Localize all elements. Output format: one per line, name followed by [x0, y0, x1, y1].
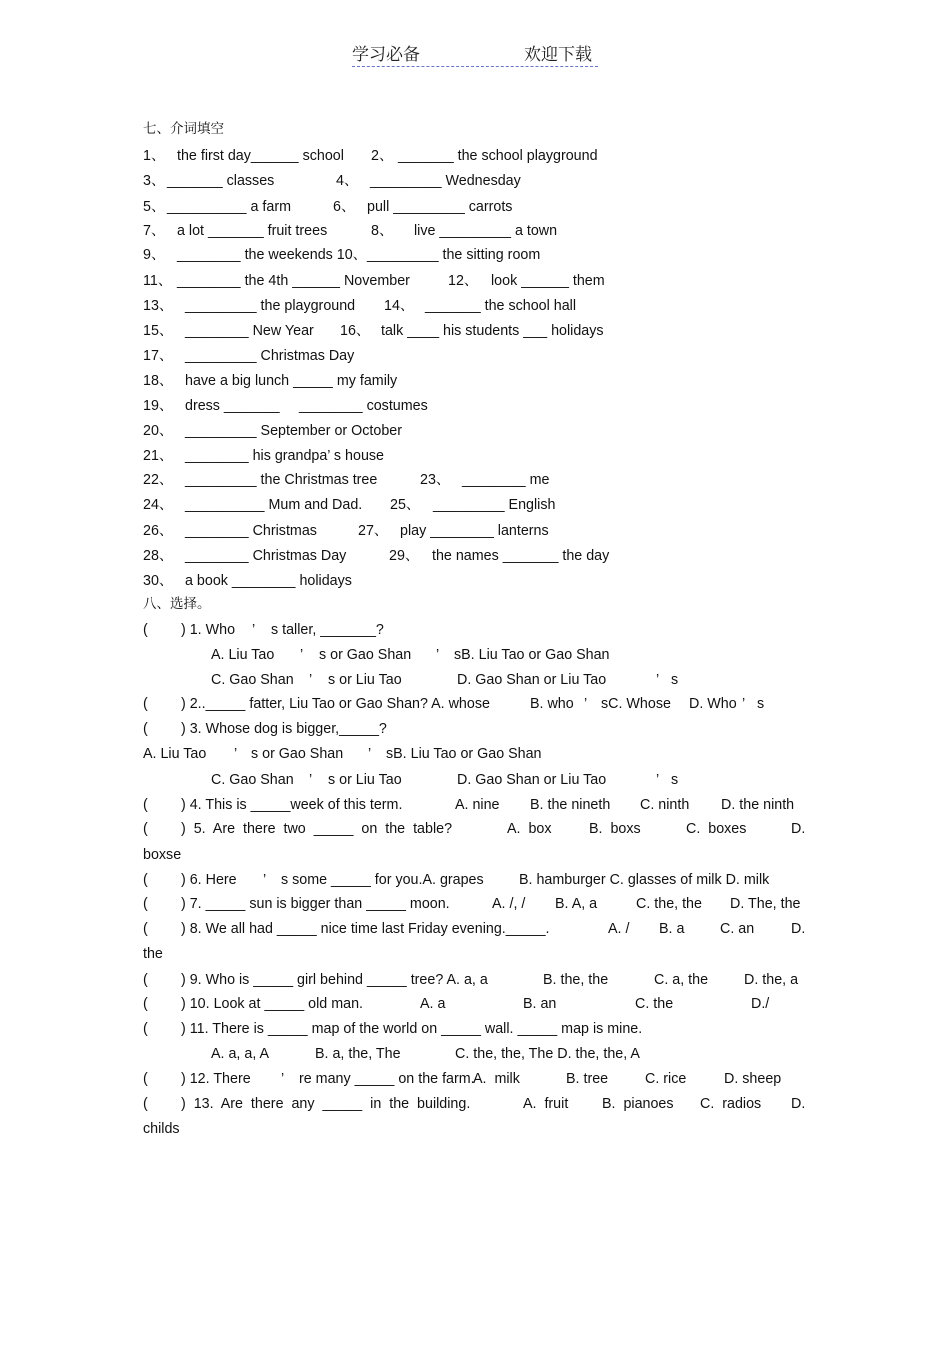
header-right-text: 欢迎下载 [524, 45, 592, 65]
fill-blank-text: ________ me [462, 472, 550, 488]
choice-question-text: D. sheep [724, 1071, 782, 1087]
choice-question-text: ’ [281, 1071, 285, 1087]
choice-question-text: A. fruit [523, 1096, 569, 1112]
fill-blank-text: have a big lunch _____ my family [185, 373, 398, 389]
fill-blank-text: the names _______ the day [432, 548, 610, 564]
choice-question-text: B. boxs [589, 821, 641, 837]
choice-question-text: D. The, the [730, 896, 801, 912]
choice-question-text: C. radios [700, 1096, 762, 1112]
fill-blank-text: 15、 [143, 323, 174, 339]
choice-question-text: D./ [751, 996, 770, 1012]
choice-question-text: B. A, a [555, 896, 598, 912]
choice-question-text: C. ninth [640, 797, 690, 813]
choice-question-text: A. /, / [492, 896, 526, 912]
choice-question-text: D. the, a [744, 972, 799, 988]
choice-question-text: ) 9. Who is _____ girl behind _____ tree? A. a, a [181, 972, 488, 988]
choice-question-text: ( [143, 921, 148, 937]
choice-question-text: D. [791, 921, 806, 937]
choice-question-text: ( [143, 896, 148, 912]
choice-question-text: sB. Liu Tao or Gao Shan [454, 647, 610, 663]
choice-question-text: ( [143, 622, 148, 638]
choice-question-text: C. boxes [686, 821, 747, 837]
choice-question-text: ) 3. Whose dog is bigger,_____? [181, 721, 387, 737]
fill-blank-text: live _________ a town [414, 223, 558, 239]
choice-question-text: ’ [656, 772, 660, 788]
fill-blank-text: 30、 [143, 573, 174, 589]
fill-blank-text: 12、 [448, 273, 479, 289]
fill-blank-text: ________ New Year [185, 323, 314, 339]
choice-question-text: C. Gao Shan [211, 772, 294, 788]
fill-blank-text: ________ costumes [299, 398, 428, 414]
fill-blank-text: 3、 [143, 173, 166, 189]
page-header [352, 40, 598, 67]
fill-blank-text: talk ____ his students ___ holidays [381, 323, 604, 339]
choice-question-text: D. Gao Shan or Liu Tao [457, 672, 607, 688]
choice-question-text: ( [143, 996, 148, 1012]
fill-blank-text: 2、 [371, 148, 394, 164]
fill-blank-text: 18、 [143, 373, 174, 389]
choice-question-text: ( [143, 696, 148, 712]
fill-blank-text: 28、 [143, 548, 174, 564]
fill-blank-text: ________ the weekends 10、_________ the sitting room [177, 247, 541, 263]
fill-blank-text: 20、 [143, 423, 174, 439]
fill-blank-text: 6、 [333, 199, 356, 215]
fill-blank-text: _______ the school playground [398, 148, 598, 164]
choice-question-text: C. rice [645, 1071, 687, 1087]
choice-question-text: A. a [420, 996, 446, 1012]
choice-question-text: boxse [143, 847, 182, 863]
choice-question-text: A. milk [473, 1071, 520, 1087]
choice-question-text: D. the ninth [721, 797, 795, 813]
choice-question-text: ’ [309, 672, 313, 688]
choice-question-text: the [143, 946, 163, 962]
choice-question-text: s [757, 696, 765, 712]
choice-question-text: s taller, _______? [271, 622, 384, 638]
choice-question-text: ( [143, 1096, 148, 1112]
choice-question-text: s or Gao Shan [319, 647, 412, 663]
choice-question-text: B. a, the, The [315, 1046, 401, 1062]
fill-blank-text: dress _______ [185, 398, 280, 414]
choice-question-text: ) 6. Here [181, 872, 237, 888]
fill-blank-text: 八、选择。 [143, 596, 211, 612]
fill-blank-text: 4、 [336, 173, 359, 189]
choice-question-text: C. the, the [636, 896, 702, 912]
fill-blank-text: _______ the school hall [425, 298, 577, 314]
choice-question-text: sB. Liu Tao or Gao Shan [386, 746, 542, 762]
fill-blank-text: ________ his grandpa’ s house [185, 448, 384, 464]
choice-question-text: childs [143, 1121, 180, 1137]
choice-question-text: ( [143, 972, 148, 988]
choice-question-text: ) 12. There [181, 1071, 251, 1087]
fill-blank-text: _________ English [433, 497, 556, 513]
choice-question-text: ’ [436, 647, 440, 663]
choice-question-text: ’ [584, 696, 588, 712]
choice-question-text: ) 7. _____ sun is bigger than _____ moon. [181, 896, 450, 912]
fill-blank-text: 1、 [143, 148, 166, 164]
choice-question-text: D. Gao Shan or Liu Tao [457, 772, 607, 788]
fill-blank-text: __________ a farm [167, 199, 292, 215]
fill-blank-text: play ________ lanterns [400, 523, 549, 539]
fill-blank-text: _________ the playground [185, 298, 356, 314]
choice-question-text: re many _____ on the farm. [299, 1071, 475, 1087]
fill-blank-text: 25、 [390, 497, 421, 513]
fill-blank-text: _________ Christmas Day [185, 348, 355, 364]
choice-question-text: ’ [368, 746, 372, 762]
fill-blank-text: _________ September or October [185, 423, 402, 439]
fill-blank-text: ________ the 4th ______ November [177, 273, 410, 289]
choice-question-text: ( [143, 1071, 148, 1087]
choice-question-text: D. Who [689, 696, 737, 712]
choice-question-text: ) 13. Are there any _____ in the building. [181, 1096, 471, 1112]
choice-question-text: ) 5. Are there two _____ on the table? [181, 821, 453, 837]
choice-question-text: ( [143, 721, 148, 737]
choice-question-text: ) 10. Look at _____ old man. [181, 996, 364, 1012]
choice-question-text: s [671, 772, 679, 788]
choice-question-text: s [671, 672, 679, 688]
choice-question-text: ) 11. There is _____ map of the world on _____ wall. _____ map is mine. [181, 1021, 643, 1037]
fill-blank-text: 21、 [143, 448, 174, 464]
fill-blank-text: ________ Christmas [185, 523, 317, 539]
choice-question-text: ( [143, 1021, 148, 1037]
header-left-text: 学习必备 [352, 45, 420, 65]
choice-question-text: C. a, the [654, 972, 709, 988]
choice-question-text: ( [143, 872, 148, 888]
choice-question-text: ’ [252, 622, 256, 638]
choice-question-text: B. the, the [543, 972, 609, 988]
fill-blank-text: 22、 [143, 472, 174, 488]
choice-question-text: C. the [635, 996, 674, 1012]
fill-blank-text: a lot _______ fruit trees [177, 223, 328, 239]
choice-question-text: A. Liu Tao [211, 647, 275, 663]
choice-question-text: A. box [507, 821, 552, 837]
choice-question-text: B. hamburger C. glasses of milk D. milk [519, 872, 770, 888]
choice-question-text: A. / [608, 921, 630, 937]
fill-blank-text: ________ Christmas Day [185, 548, 347, 564]
choice-question-text: ) 4. This is _____week of this term. [181, 797, 403, 813]
choice-question-text: ( [143, 821, 148, 837]
choice-question-text: s or Liu Tao [328, 772, 402, 788]
choice-question-text: C. the, the, The D. the, the, A [455, 1046, 640, 1062]
choice-question-text: ’ [300, 647, 304, 663]
fill-blank-text: 23、 [420, 472, 451, 488]
choice-question-text: ) 2.._____ fatter, Liu Tao or Gao Shan? A. whose [181, 696, 490, 712]
choice-question-text: ’ [263, 872, 267, 888]
choice-question-text: ) 1. Who [181, 622, 236, 638]
choice-question-text: sC. Whose [601, 696, 671, 712]
fill-blank-text: 29、 [389, 548, 420, 564]
fill-blank-text: 7、 [143, 223, 166, 239]
choice-question-text: B. the nineth [530, 797, 611, 813]
fill-blank-text: the first day______ school [177, 148, 344, 164]
choice-question-text: B. tree [566, 1071, 609, 1087]
choice-question-text: A. a, a, A [211, 1046, 270, 1062]
choice-question-text: D. [791, 821, 806, 837]
choice-question-text: B. pianoes [602, 1096, 674, 1112]
fill-blank-text: a book ________ holidays [185, 573, 352, 589]
choice-question-text: B. a [659, 921, 685, 937]
fill-blank-text: 8、 [371, 223, 394, 239]
choice-question-text: A. nine [455, 797, 500, 813]
choice-question-text: C. an [720, 921, 755, 937]
choice-question-text: B. who [530, 696, 574, 712]
choice-question-text: s or Liu Tao [328, 672, 402, 688]
fill-blank-text: look ______ them [491, 273, 605, 289]
choice-question-text: ’ [309, 772, 313, 788]
choice-question-text: s or Gao Shan [251, 746, 344, 762]
fill-blank-text: 26、 [143, 523, 174, 539]
choice-question-text: D. [791, 1096, 806, 1112]
fill-blank-text: 27、 [358, 523, 389, 539]
fill-blank-text: _______ classes [167, 173, 275, 189]
fill-blank-text: _________ Wednesday [370, 173, 521, 189]
fill-blank-text: 24、 [143, 497, 174, 513]
choice-question-text: ’ [656, 672, 660, 688]
choice-question-text: ( [143, 797, 148, 813]
choice-question-text: s some _____ for you.A. grapes [281, 872, 484, 888]
fill-blank-text: 17、 [143, 348, 174, 364]
choice-question-text: ’ [742, 696, 746, 712]
fill-blank-text: 16、 [340, 323, 371, 339]
fill-blank-text: 14、 [384, 298, 415, 314]
choice-question-text: C. Gao Shan [211, 672, 294, 688]
fill-blank-text: 13、 [143, 298, 174, 314]
fill-blank-text: 11、 [143, 273, 173, 289]
choice-question-text: ) 8. We all had _____ nice time last Friday evening._____. [181, 921, 550, 937]
fill-blank-text: _________ the Christmas tree [185, 472, 378, 488]
fill-blank-text: 5、 [143, 199, 166, 215]
fill-blank-text: 19、 [143, 398, 174, 414]
choice-question-text: ’ [234, 746, 238, 762]
fill-blank-text: 七、介词填空 [143, 121, 224, 137]
choice-question-text: B. an [523, 996, 557, 1012]
fill-blank-text: 9、 [143, 247, 166, 263]
fill-blank-text: pull _________ carrots [367, 199, 513, 215]
fill-blank-text: __________ Mum and Dad. [185, 497, 363, 513]
choice-question-text: A. Liu Tao [143, 746, 207, 762]
